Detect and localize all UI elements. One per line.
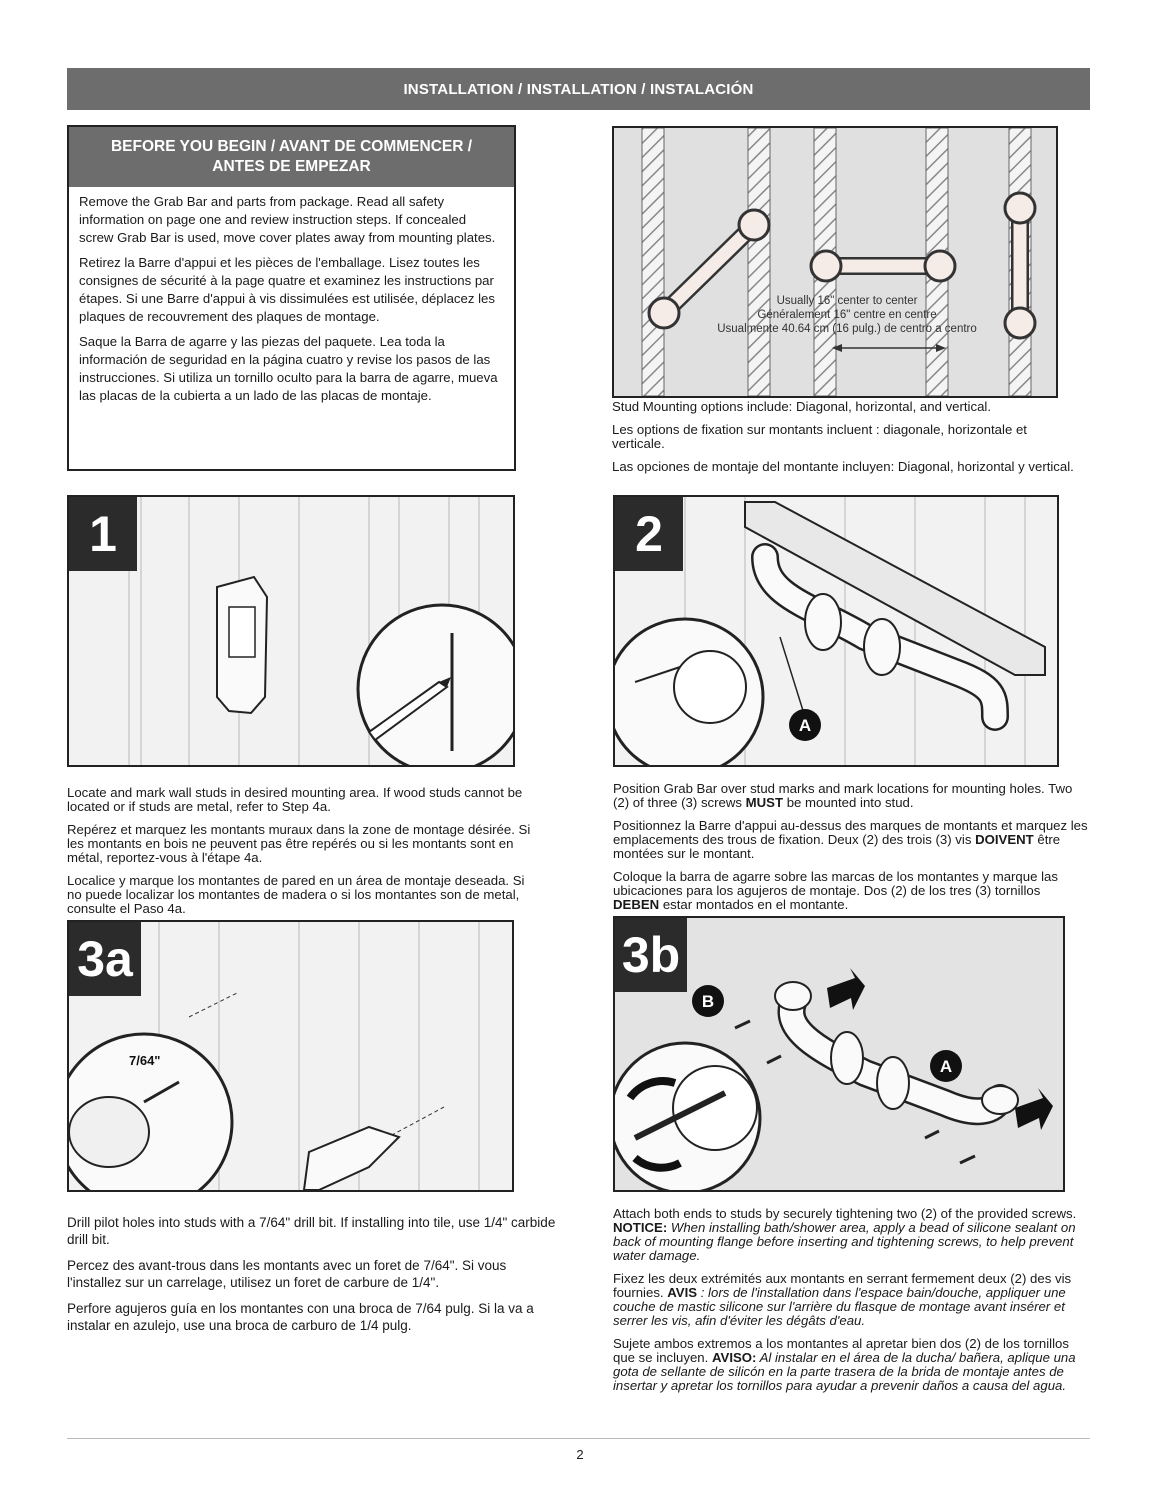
stud-mounting-figure: [612, 126, 1058, 398]
step3b-es: Sujete ambos extremos a los montantes al apretar bien dos (2) de los tornillos que se incluyen. AVISO: Al instalar en el área de la ducha/ bañera, aplique una gota de sellante de silicón en la parte trasera de la brida de montaje antes de insertar y apretar los tornillos para ayudar a prevenir daños a causa del agua.: [613, 1336, 1076, 1393]
before-you-begin-title: BEFORE YOU BEGIN / AVANT DE COMMENCER / ANTES DE EMPEZAR: [69, 127, 514, 187]
step3b-fr: Fixez les deux extrémités aux montants en serrant fermement deux (2) des vis fournies. AVIS : lors de l'installation dans l'espace bain/douche, appliquer une couche de mastic silicone sur l'arrière du flasque de montage avant insérer et serrer les vis, afin d'éviter les dégâts d'eau.: [613, 1271, 1072, 1328]
before-begin-fr: Retirez la Barre d'appui et les pièces de l'emballage. Lisez toutes les consignes de sécurité à la page quatre et examinez les instructions par étapes. Si une Barre d'appui à vis dissimulées est utilisée, déplacez les plaques de recouvrement des plaques de montage.: [79, 255, 495, 324]
step2-number: 2: [615, 497, 683, 571]
stud-options-en: Stud Mounting options include: Diagonal, horizontal, and vertical.: [612, 399, 992, 414]
before-begin-es: Saque la Barra de agarre y las piezas del paquete. Lea toda la información de seguridad en la página cuatro y revise los pasos de las instrucciones. Si utiliza un tornillo oculto para la barra de agarre, mueva las placas de la cubierta a un lado de las placas de montaje.: [79, 334, 498, 403]
step3a-drill-label: 7/64": [129, 1053, 161, 1068]
step3a-figure: [67, 920, 514, 1192]
step2-figure: [613, 495, 1059, 767]
step1-es: Localice y marque los montantes de pared en un área de montaje deseada. Si no puede localizar los montantes de madera o si los montantes son de metal, consulte el Paso 4a.: [67, 873, 525, 916]
step3a-es: Perfore agujeros guía en los montantes con una broca de 7/64 pulg. Si la va a instalar en azulejo, use una broca de carburo de 1/4 pulg.: [67, 1301, 534, 1333]
stud-options-fr: Les options de fixation sur montants incluent : diagonale, horizontale et verticale.: [612, 422, 1027, 451]
stud-options-text: [612, 400, 1082, 483]
step3a-fr: Percez des avant-trous dans les montants avec un foret de 7/64". Si vous l'installez sur un carrelage, utilisez un foret de carbure de 1/4".: [67, 1258, 507, 1290]
step1-figure: [67, 495, 515, 767]
footer-divider: [67, 1438, 1090, 1439]
section-banner: INSTALLATION / INSTALLATION / INSTALACIÓN: [67, 68, 1090, 110]
stud-spacing-fr: Généralement 16" centre en centre: [757, 309, 937, 321]
before-begin-en: Remove the Grab Bar and parts from package. Read all safety information on page one and review instruction steps. If concealed screw Grab Bar is used, move cover plates away from mounting plates.: [79, 194, 496, 245]
step2-label-a: A: [798, 716, 812, 735]
step2-en: Position Grab Bar over stud marks and mark locations for mounting holes. Two (2) of three (3) screws MUST be mounted into stud.: [613, 781, 1073, 810]
step1-text: [67, 786, 537, 925]
step3b-en: Attach both ends to studs by securely tightening two (2) of the provided screws. NOTICE: When installing bath/shower area, apply a bead of silicone sealant on back of mounting flange before inserting and tightening screws, to help prevent water damage.: [613, 1206, 1077, 1263]
step1-fr: Repérez et marquez les montants muraux dans la zone de montage désirée. Si les montants en bois ne peuvent pas être repérés ou si les montants sont en métal, reportez-vous à l'étape 4a.: [67, 822, 531, 865]
step1-en: Locate and mark wall studs in desired mounting area. If wood studs cannot be located or if studs are metal, refer to Step 4a.: [67, 785, 523, 814]
stud-options-es: Las opciones de montaje del montante incluyen: Diagonal, horizontal y vertical.: [612, 459, 1074, 474]
stud-illustration: [614, 128, 1056, 396]
page-number: 2: [576, 1447, 584, 1462]
step2-es: Coloque la barra de agarre sobre las marcas de los montantes y marque las ubicaciones para los agujeros de montaje. Dos (2) de los tres (3) tornillos DEBEN estar montados en el montante.: [613, 869, 1058, 912]
step2-text: [613, 782, 1089, 921]
step3a-number: 3a: [69, 922, 141, 996]
step1-number: 1: [69, 497, 137, 571]
step3b-label-a: A: [939, 1057, 953, 1076]
step3a-text: [67, 1214, 557, 1343]
step3b-number: 3b: [615, 918, 687, 992]
stud-spacing-es: Usualmente 40.64 cm (16 pulg.) de centro a centro: [717, 323, 977, 335]
step3b-text: [613, 1207, 1083, 1402]
step3b-label-b: B: [701, 992, 715, 1011]
step2-fr: Positionnez la Barre d'appui au-dessus des marques de montants et marquez les emplacements des trous de fixation. Deux (2) des trois (3) vis DOIVENT être montées sur le montant.: [613, 818, 1088, 861]
before-you-begin-box: [67, 125, 516, 471]
step3a-en: Drill pilot holes into studs with a 7/64" drill bit. If installing into tile, use 1/4" carbide drill bit.: [67, 1215, 556, 1247]
stud-spacing-en: Usually 16" center to center: [776, 295, 918, 307]
step3b-figure: [613, 916, 1065, 1192]
